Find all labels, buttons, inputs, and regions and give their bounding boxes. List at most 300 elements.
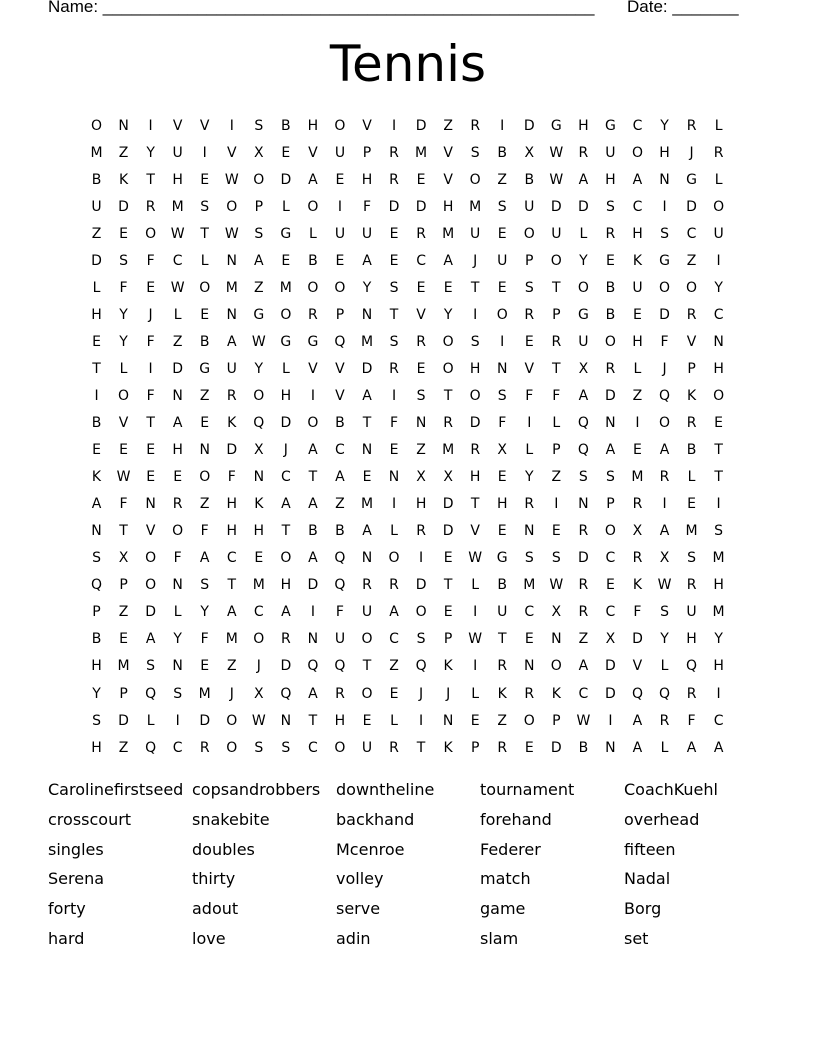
grid-letter: T <box>714 442 723 459</box>
grid-letter: L <box>660 739 669 756</box>
grid-letter: V <box>443 144 453 161</box>
grid-letter: Y <box>714 279 723 296</box>
grid-letter: F <box>227 469 236 486</box>
grid-letter: F <box>687 712 696 729</box>
grid-letter: A <box>145 631 156 648</box>
grid-letter: E <box>416 360 426 377</box>
grid-letter: R <box>470 442 481 459</box>
grid-letter: D <box>118 198 129 215</box>
grid-letter: E <box>687 496 696 513</box>
grid-letter: A <box>632 712 643 729</box>
grid-letter: D <box>307 577 319 594</box>
grid-letter: E <box>470 712 480 729</box>
grid-letter: E <box>362 469 372 486</box>
grid-letter: W <box>549 144 564 161</box>
grid-letter: R <box>389 739 399 756</box>
grid-letter: L <box>579 225 588 242</box>
grid-letter: P <box>119 577 128 594</box>
grid-letter: Z <box>226 658 237 675</box>
grid-letter: I <box>716 252 721 269</box>
grid-letter: X <box>254 685 264 702</box>
grid-letter: R <box>362 577 372 594</box>
grid-letter: N <box>415 415 427 432</box>
grid-letter: A <box>362 252 372 269</box>
grid-letter: Y <box>443 306 453 323</box>
grid-letter: H <box>496 496 508 513</box>
grid-letter: U <box>361 739 373 756</box>
word-list-item: fifteen <box>624 839 676 859</box>
grid-letter: C <box>172 739 183 756</box>
grid-letter: U <box>334 631 346 648</box>
grid-letter: E <box>389 685 399 702</box>
grid-letter: Y <box>362 279 372 296</box>
grid-letter: O <box>145 577 157 594</box>
grid-letter: R <box>497 739 508 756</box>
grid-letter: R <box>686 415 697 432</box>
grid-letter: R <box>713 144 724 161</box>
grid-letter: Y <box>660 631 669 648</box>
grid-letter: H <box>226 496 238 513</box>
grid-letter: O <box>145 225 157 242</box>
grid-letter: Z <box>497 712 508 729</box>
grid-letter: V <box>335 387 345 404</box>
grid-letter: S <box>551 550 561 567</box>
grid-letter: R <box>199 739 210 756</box>
grid-letter: T <box>443 387 453 404</box>
grid-letter: B <box>91 171 102 188</box>
grid-letter: P <box>552 712 561 729</box>
grid-letter: M <box>171 198 184 215</box>
grid-letter: U <box>713 225 724 242</box>
grid-letter: B <box>497 577 508 594</box>
grid-letter: U <box>632 279 643 296</box>
grid-letter: R <box>497 658 508 675</box>
grid-letter: Q <box>145 739 157 756</box>
grid-letter: Q <box>577 415 589 432</box>
grid-letter: D <box>172 360 184 377</box>
grid-letter: F <box>146 252 155 269</box>
grid-letter: E <box>281 252 291 269</box>
grid-letter: A <box>362 387 372 404</box>
grid-letter: I <box>337 198 343 215</box>
grid-letter: K <box>227 415 237 432</box>
grid-letter: Z <box>172 333 183 350</box>
grid-letter: A <box>632 171 643 188</box>
grid-letter: S <box>389 333 399 350</box>
grid-letter: K <box>632 577 643 594</box>
grid-letter: R <box>470 117 481 134</box>
grid-letter: Q <box>577 442 589 459</box>
grid-letter: F <box>335 604 344 621</box>
grid-letter: O <box>145 550 157 567</box>
grid-letter: X <box>254 442 264 459</box>
grid-letter: R <box>605 225 616 242</box>
grid-letter: A <box>713 739 724 756</box>
grid-letter: H <box>361 171 373 188</box>
grid-letter: O <box>361 685 373 702</box>
grid-letter: F <box>498 415 507 432</box>
grid-letter: V <box>416 306 426 323</box>
grid-letter: D <box>605 658 616 675</box>
grid-letter: D <box>118 712 129 729</box>
grid-letter: R <box>443 415 453 432</box>
grid-letter: I <box>148 360 153 377</box>
grid-letter: U <box>226 360 237 377</box>
grid-letter: I <box>716 685 721 702</box>
grid-letter: O <box>334 117 346 134</box>
word-list-item: CoachKuehl <box>624 780 718 799</box>
grid-letter: L <box>390 712 398 729</box>
grid-letter: B <box>524 171 535 188</box>
grid-letter: Y <box>524 469 534 486</box>
grid-letter: A <box>578 658 589 675</box>
grid-letter: N <box>605 739 616 756</box>
grid-letter: K <box>443 739 453 756</box>
grid-letter: D <box>280 658 292 675</box>
grid-letter: E <box>524 333 534 350</box>
grid-letter: C <box>335 442 345 459</box>
grid-letter: E <box>551 523 561 540</box>
grid-letter: B <box>199 333 210 350</box>
grid-letter: Z <box>199 387 210 404</box>
grid-letter: E <box>524 739 534 756</box>
grid-letter: M <box>442 225 455 242</box>
grid-letter: O <box>172 523 184 540</box>
grid-letter: T <box>443 577 453 594</box>
grid-letter: C <box>226 550 237 567</box>
grid-letter: J <box>148 306 153 323</box>
grid-letter: B <box>91 415 102 432</box>
grid-letter: Q <box>658 685 671 702</box>
grid-letter: C <box>280 469 291 486</box>
grid-letter: S <box>687 550 696 567</box>
grid-letter: W <box>576 712 591 729</box>
grid-letter: M <box>685 523 698 540</box>
grid-letter: E <box>362 712 372 729</box>
grid-letter: T <box>146 171 155 188</box>
grid-letter: Q <box>334 333 346 350</box>
grid-letter: T <box>470 279 480 296</box>
grid-letter: D <box>415 198 427 215</box>
grid-letter: M <box>279 279 292 296</box>
grid-letter: F <box>660 333 669 350</box>
word-list-item: tournament <box>480 780 575 799</box>
grid-letter: R <box>524 496 535 513</box>
grid-letter: U <box>605 144 616 161</box>
grid-letter: O <box>280 306 292 323</box>
grid-letter: F <box>200 523 209 540</box>
grid-letter: E <box>605 252 615 269</box>
grid-letter: S <box>470 333 480 350</box>
grid-letter: Z <box>578 631 589 648</box>
word-list-item: serve <box>336 899 381 919</box>
grid-letter: N <box>226 306 237 323</box>
grid-letter: C <box>605 604 616 621</box>
grid-letter: T <box>92 360 101 377</box>
grid-letter: I <box>202 144 207 161</box>
grid-letter: D <box>550 739 562 756</box>
grid-letter: S <box>389 279 399 296</box>
grid-letter: O <box>523 225 535 242</box>
grid-letter: T <box>362 415 372 432</box>
grid-letter: E <box>524 631 534 648</box>
grid-letter: Z <box>254 279 264 296</box>
grid-letter: Q <box>334 577 346 594</box>
grid-letter: T <box>552 360 561 377</box>
grid-letter: S <box>146 658 156 675</box>
grid-letter: I <box>391 117 397 134</box>
grid-letter: Q <box>253 415 265 432</box>
grid-letter: E <box>443 604 453 621</box>
grid-letter: J <box>229 685 234 702</box>
grid-letter: M <box>252 577 265 594</box>
grid-letter: Y <box>254 360 264 377</box>
grid-letter: O <box>253 631 265 648</box>
grid-letter: E <box>497 469 507 486</box>
grid-letter: R <box>280 631 291 648</box>
grid-letter: S <box>92 712 101 729</box>
grid-letter: J <box>283 442 288 459</box>
grid-letter: B <box>308 523 318 540</box>
grid-letter: V <box>145 523 156 540</box>
grid-letter: I <box>608 712 613 729</box>
grid-letter: X <box>497 442 508 459</box>
grid-letter: E <box>497 225 507 242</box>
grid-letter: I <box>473 604 478 621</box>
grid-letter: N <box>361 550 373 567</box>
grid-letter: S <box>416 387 426 404</box>
grid-letter: D <box>415 577 427 594</box>
grid-letter: M <box>469 198 482 215</box>
grid-letter: P <box>552 442 561 459</box>
grid-letter: O <box>91 117 103 134</box>
grid-letter: E <box>714 415 724 432</box>
grid-letter: H <box>713 360 724 377</box>
grid-letter: H <box>91 739 102 756</box>
grid-letter: T <box>416 739 426 756</box>
word-list-item: adin <box>336 928 371 948</box>
grid-letter: H <box>469 469 481 486</box>
page-title: Tennis <box>329 35 487 93</box>
grid-letter: G <box>686 171 697 188</box>
date-field-label: Date: _______ <box>627 0 739 16</box>
grid-letter: Z <box>497 171 508 188</box>
grid-letter: L <box>92 279 101 296</box>
grid-letter: O <box>307 415 319 432</box>
grid-letter: X <box>605 631 616 648</box>
grid-letter: A <box>308 171 318 188</box>
grid-letter: H <box>280 577 292 594</box>
grid-letter: D <box>361 360 373 377</box>
grid-letter: C <box>632 117 643 134</box>
word-list-item: backhand <box>336 809 415 829</box>
grid-letter: F <box>633 604 642 621</box>
grid-letter: L <box>687 469 696 486</box>
grid-letter: X <box>659 550 670 567</box>
grid-letter: P <box>687 360 696 377</box>
grid-letter: O <box>550 658 562 675</box>
grid-letter: P <box>119 685 128 702</box>
grid-letter: X <box>443 469 453 486</box>
grid-letter: F <box>146 333 155 350</box>
grid-letter: Y <box>146 144 155 161</box>
grid-letter: I <box>229 117 234 134</box>
grid-letter: V <box>686 333 697 350</box>
word-list-item: overhead <box>624 809 700 829</box>
word-list <box>48 778 768 957</box>
grid-letter: D <box>442 496 454 513</box>
grid-letter: G <box>550 117 562 134</box>
grid-letter: K <box>118 171 129 188</box>
grid-letter: D <box>145 604 156 621</box>
grid-letter: H <box>172 442 183 459</box>
grid-letter: L <box>714 117 723 134</box>
grid-letter: A <box>281 496 291 513</box>
grid-letter: Q <box>307 658 319 675</box>
grid-letter: S <box>660 604 669 621</box>
grid-letter: I <box>148 117 153 134</box>
word-list-item: Mcenroe <box>336 839 405 859</box>
grid-letter: Q <box>334 658 346 675</box>
grid-letter: V <box>470 523 480 540</box>
grid-letter: Z <box>632 387 643 404</box>
grid-letter: Q <box>91 577 103 594</box>
grid-letter: Z <box>416 442 426 459</box>
grid-letter: E <box>200 658 210 675</box>
grid-letter: U <box>172 144 183 161</box>
grid-letter: U <box>361 604 373 621</box>
grid-letter: T <box>552 279 561 296</box>
grid-letter: M <box>198 685 211 702</box>
grid-letter: U <box>524 198 535 215</box>
grid-letter: O <box>280 550 292 567</box>
grid-letter: Q <box>686 658 698 675</box>
word-list-item: Borg <box>624 899 662 919</box>
grid-letter: H <box>91 658 102 675</box>
grid-letter: O <box>118 387 130 404</box>
word-list-item: game <box>480 899 526 919</box>
grid-letter: X <box>551 604 562 621</box>
grid-letter: T <box>389 306 399 323</box>
grid-letter: S <box>200 198 210 215</box>
grid-letter: M <box>712 550 725 567</box>
grid-letter: E <box>254 550 264 567</box>
grid-letter: Y <box>92 685 101 702</box>
grid-letter: I <box>94 387 99 404</box>
grid-letter: L <box>390 523 398 540</box>
grid-letter: W <box>251 333 266 350</box>
grid-letter: R <box>578 604 589 621</box>
grid-letter: N <box>388 469 400 486</box>
word-list-item: Serena <box>48 869 105 889</box>
grid-letter: H <box>226 523 238 540</box>
grid-letter: A <box>659 523 670 540</box>
grid-letter: O <box>686 279 698 296</box>
grid-letter: E <box>200 306 210 323</box>
grid-letter: C <box>389 631 399 648</box>
grid-letter: E <box>146 442 156 459</box>
grid-letter: R <box>308 306 318 323</box>
grid-letter: O <box>469 387 481 404</box>
grid-letter: A <box>389 604 399 621</box>
grid-letter: B <box>578 739 589 756</box>
grid-letter: S <box>497 198 507 215</box>
grid-letter: M <box>90 144 103 161</box>
grid-letter: M <box>631 469 644 486</box>
grid-letter: Q <box>415 658 427 675</box>
grid-letter: E <box>633 306 642 323</box>
grid-letter: O <box>199 279 211 296</box>
grid-letter: H <box>280 387 292 404</box>
grid-letter: E <box>119 225 128 242</box>
grid-letter: M <box>360 333 374 350</box>
grid-letter: E <box>92 442 101 459</box>
grid-letter: D <box>469 415 481 432</box>
grid-letter: P <box>92 604 101 621</box>
grid-letter: T <box>470 496 480 513</box>
grid-letter: E <box>281 144 291 161</box>
word-list-item: hard <box>48 928 85 948</box>
grid-letter: N <box>91 523 102 540</box>
grid-letter: D <box>226 442 238 459</box>
grid-letter: H <box>415 496 427 513</box>
grid-letter: N <box>524 658 535 675</box>
grid-letter: L <box>281 198 290 215</box>
grid-letter: Z <box>118 144 129 161</box>
grid-letter: O <box>631 144 643 161</box>
grid-letter: F <box>173 550 182 567</box>
grid-letter: M <box>712 604 725 621</box>
grid-letter: L <box>308 225 317 242</box>
grid-letter: D <box>415 117 427 134</box>
grid-letter: B <box>308 252 318 269</box>
grid-letter: D <box>280 415 292 432</box>
grid-letter: C <box>416 252 426 269</box>
header <box>48 0 748 17</box>
grid-letter: L <box>173 306 182 323</box>
grid-letter: D <box>605 387 616 404</box>
grid-letter: O <box>253 387 265 404</box>
grid-letter: P <box>606 496 615 513</box>
grid-letter: E <box>416 171 426 188</box>
grid-letter: P <box>362 144 372 161</box>
grid-letter: I <box>527 415 532 432</box>
grid-letter: A <box>91 496 102 513</box>
word-list-item: adout <box>192 899 239 919</box>
grid-letter: E <box>119 631 128 648</box>
grid-letter: T <box>308 469 318 486</box>
grid-letter: G <box>280 333 292 350</box>
word-list-item: copsandrobbers <box>192 780 321 799</box>
word-list-item: Carolinefirstseed <box>48 780 184 799</box>
grid-letter: X <box>416 469 426 486</box>
grid-letter: H <box>253 523 265 540</box>
word-list-item: Federer <box>480 839 541 859</box>
grid-letter: O <box>523 712 535 729</box>
grid-letter: I <box>419 712 424 729</box>
grid-letter: A <box>308 685 318 702</box>
grid-letter: E <box>605 577 615 594</box>
grid-letter: R <box>551 333 562 350</box>
grid-letter: A <box>335 469 345 486</box>
grid-letter: J <box>473 252 478 269</box>
grid-letter: A <box>362 523 372 540</box>
grid-letter: N <box>118 117 129 134</box>
grid-letter: Y <box>119 333 128 350</box>
grid-letter: O <box>415 604 427 621</box>
grid-letter: K <box>254 496 264 513</box>
grid-letter: C <box>713 306 724 323</box>
